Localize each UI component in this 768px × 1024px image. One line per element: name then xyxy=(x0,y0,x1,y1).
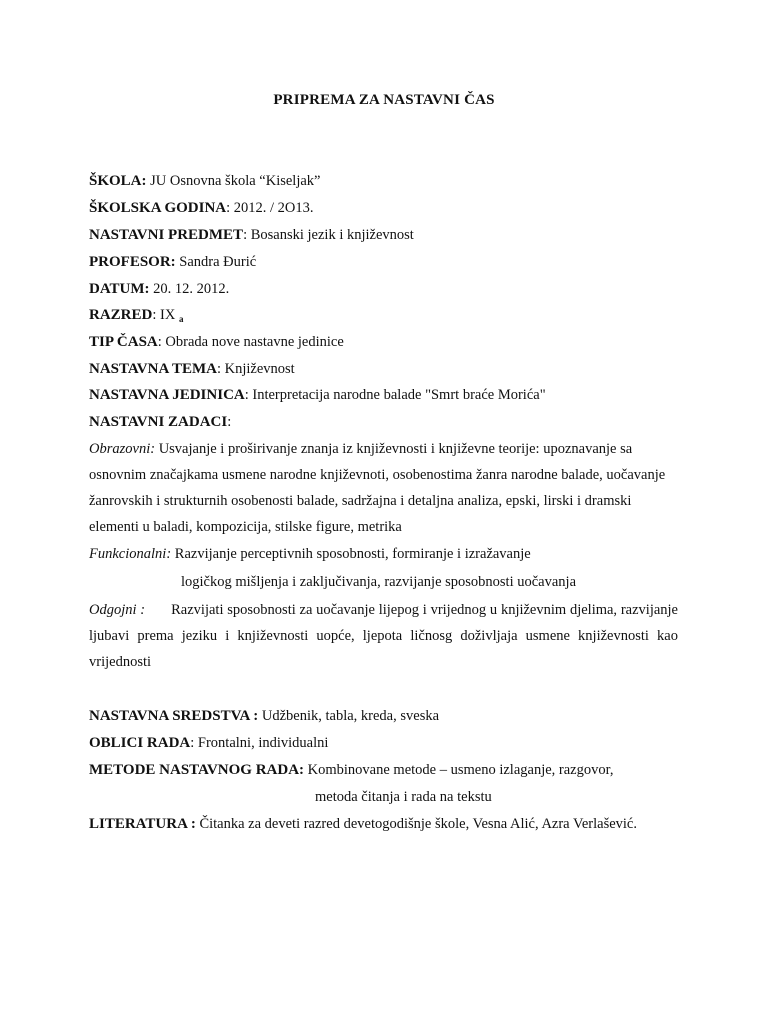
field-profesor xyxy=(89,253,256,271)
field-label: NASTAVNA TEMA xyxy=(89,361,217,377)
field-value: : xyxy=(227,414,232,430)
field-nastavni-zadaci xyxy=(89,413,231,431)
field-oblici-rada xyxy=(89,734,328,752)
zadatak-text: Usvajanje i proširivanje znanja iz književnosti i književne teorije: upoznavanje sa osnovnim značajkama usmene narodne književnoti, osobenostima žanra narodne balade, uočavanje žanrovskih i strukturnih osobenosti balade, sadržajna i detaljna analiza, epski, lirski i dramski elementi u baladi, kompozicija, stilske figure, metrika xyxy=(89,441,666,535)
field-skolska-godina xyxy=(89,199,314,217)
field-value: : Frontalni, individualni xyxy=(190,735,329,751)
field-label: LITERATURA : xyxy=(89,816,196,832)
field-literatura xyxy=(89,815,637,833)
field-value: Čitanka za deveti razred devetogodišnje škole, Vesna Alić, Azra Verlašević. xyxy=(195,816,637,832)
field-label: METODE NASTAVNOG RADA: xyxy=(89,762,305,778)
field-value: : 2012. / 2O13. xyxy=(226,200,314,216)
field-nastavna-tema xyxy=(89,360,295,378)
field-value: : Obrada nove nastavne jedinice xyxy=(157,334,344,350)
field-label: OBLICI RADA xyxy=(89,735,191,751)
field-tip-casa xyxy=(89,333,344,351)
field-label: NASTAVNI PREDMET xyxy=(89,227,244,243)
field-value: : IX xyxy=(152,307,179,323)
field-label: ŠKOLA: xyxy=(89,173,147,189)
zadatak-label: Funkcionalni: xyxy=(89,546,172,562)
field-nastavni-predmet xyxy=(89,226,414,244)
zadatak-text: Razvijanje perceptivnih sposobnosti, formiranje i izražavanje xyxy=(171,546,531,562)
field-metode-cont: metoda čitanja i rada na tekstu xyxy=(315,789,492,805)
field-value: Kombinovane metode – usmeno izlaganje, razgovor, xyxy=(304,762,614,778)
field-label: NASTAVNA SREDSTVA : xyxy=(89,708,259,724)
field-label: TIP ČASA xyxy=(89,334,158,350)
field-nastavna-sredstva xyxy=(89,707,439,725)
field-nastavna-jedinica xyxy=(89,386,546,404)
zadatak-odgojni xyxy=(89,597,678,675)
field-label: PROFESOR: xyxy=(89,254,176,270)
razred-subscript: a xyxy=(178,314,184,324)
field-label: NASTAVNA JEDINICA xyxy=(89,387,245,403)
zadatak-text: Razvijati sposobnosti za uočavanje lijepog i vrijednog u književnim djelima, razvijanje ljubavi prema jeziku i književnosti uopće, ljepota ličnosg doživljaja usmene književnosti kao vrijednosti xyxy=(89,602,678,670)
field-value: Sandra Đurić xyxy=(175,254,257,270)
field-value: JU Osnovna škola “Kiseljak” xyxy=(146,173,321,189)
field-datum xyxy=(89,280,229,298)
field-label: DATUM: xyxy=(89,281,150,297)
field-label: RAZRED xyxy=(89,307,153,323)
field-metode xyxy=(89,761,614,779)
field-label: NASTAVNI ZADACI xyxy=(89,414,228,430)
document-title: PRIPREMA ZA NASTAVNI ČAS xyxy=(273,92,495,108)
field-value: 20. 12. 2012. xyxy=(149,281,230,297)
field-value: : Interpretacija narodne balade "Smrt braće Morića" xyxy=(244,387,546,403)
zadatak-obrazovni xyxy=(89,436,678,540)
field-razred xyxy=(89,306,183,328)
zadatak-label: Odgojni : xyxy=(89,602,146,618)
field-value: : Bosanski jezik i književnost xyxy=(243,227,414,243)
field-value: Udžbenik, tabla, kreda, sveska xyxy=(258,708,440,724)
field-value: : Književnost xyxy=(216,361,295,377)
field-label: ŠKOLSKA GODINA xyxy=(89,200,227,216)
zadatak-funkcionalni-cont: logičkog mišljenja i zaključivanja, razvijanje sposobnosti uočavanja xyxy=(181,574,577,590)
zadatak-label: Obrazovni: xyxy=(89,441,156,457)
zadatak-funkcionalni xyxy=(89,541,678,567)
field-skola xyxy=(89,172,320,190)
